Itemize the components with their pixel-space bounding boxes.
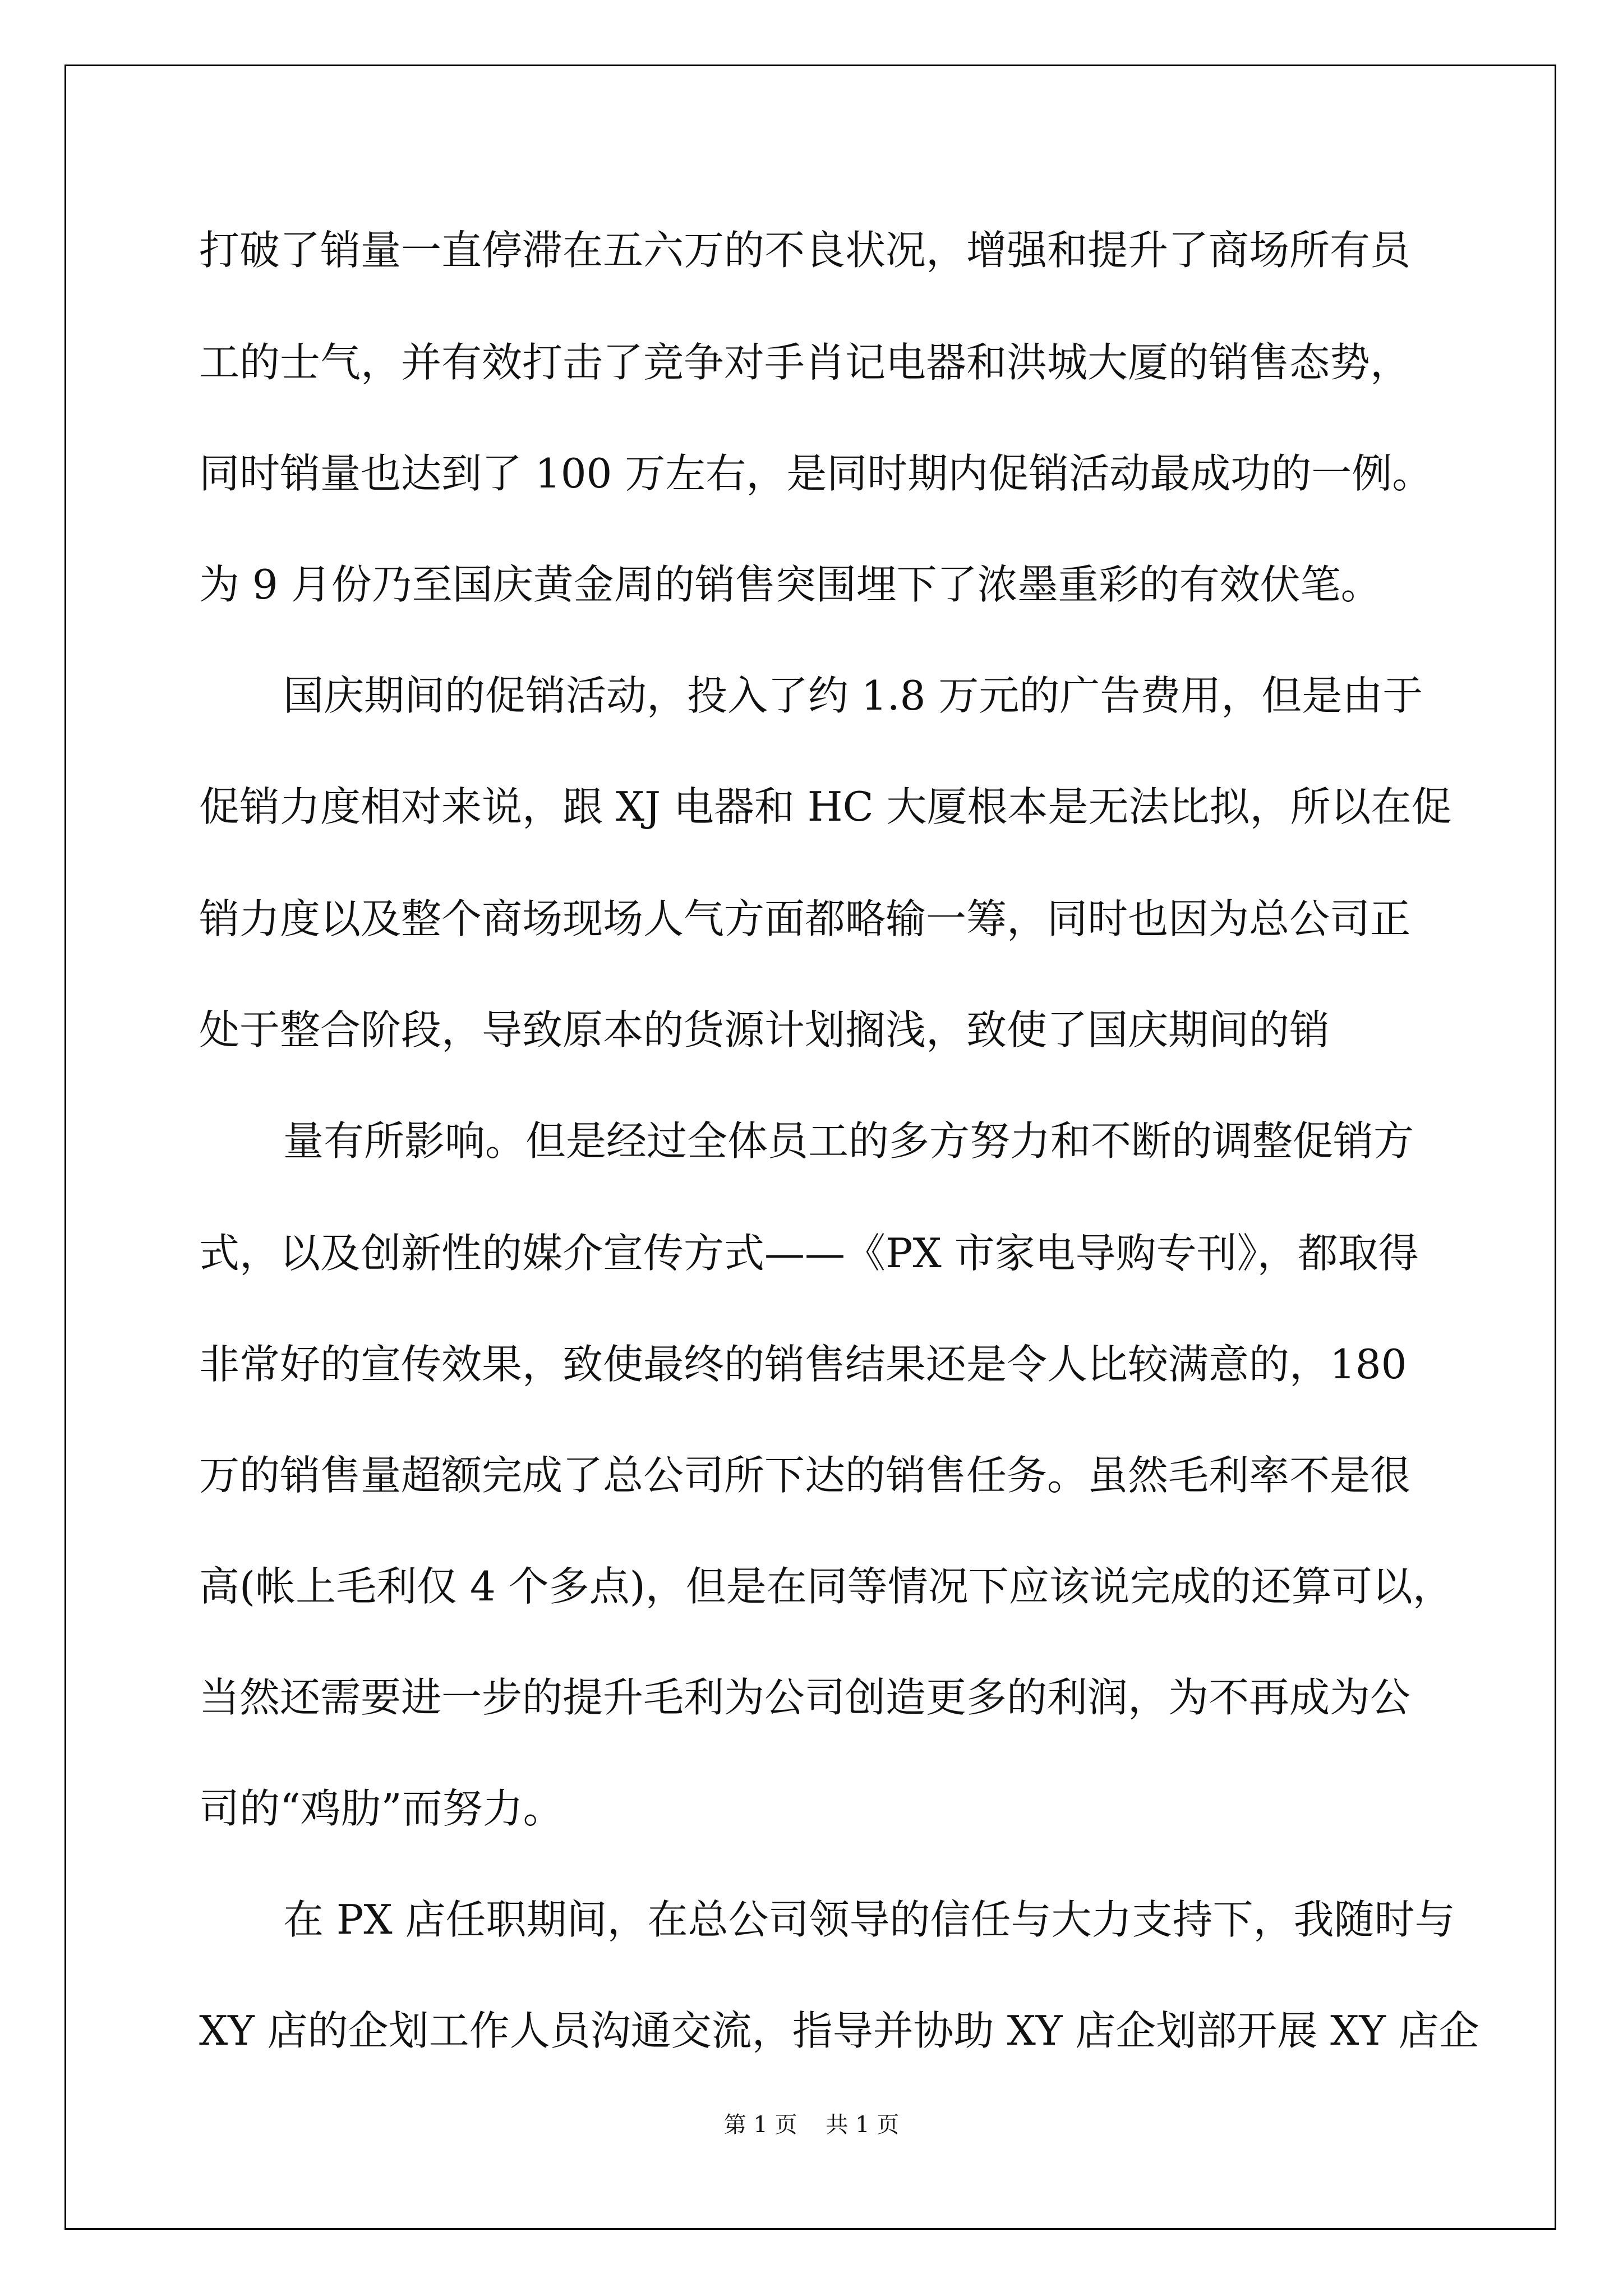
page-footer: 第 1 页 共 1 页	[723, 2112, 900, 2138]
text-line: 当然还需要进一步的提升毛利为公司创造更多的利润，为不再成为公	[199, 1674, 1411, 1721]
text-line: 打破了销量一直停滞在五六万的不良状况，增强和提升了商场所有员	[199, 227, 1411, 274]
text-line: 工的士气，并有效打击了竞争对手肖记电器和洪城大厦的销售态势，	[199, 339, 1411, 386]
text-line: 促销力度相对来说，跟 XJ 电器和 HC 大厦根本是无法比拟，所以在促	[199, 783, 1452, 830]
text-line: 万的销售量超额完成了总公司所下达的销售任务。虽然毛利率不是很	[199, 1452, 1411, 1499]
text-line: 销力度以及整个商场现场人气方面都略输一筹，同时也因为总公司正	[199, 895, 1411, 942]
text-line: 处于整合阶段，导致原本的货源计划搁浅，致使了国庆期间的销	[199, 1006, 1330, 1053]
text-line: 为 9 月份乃至国庆黄金周的销售突围埋下了浓墨重彩的有效伏笔。	[199, 561, 1381, 608]
text-line: 高(帐上毛利仅 4 个多点)，但是在同等情况下应该说完成的还算可以，	[199, 1563, 1453, 1610]
text-line: 在 PX 店任职期间，在总公司领导的信任与大力支持下，我随时与	[283, 1896, 1455, 1943]
text-line: 同时销量也达到了 100 万左右，是同时期内促销活动最成功的一例。	[199, 450, 1433, 497]
text-line: 国庆期间的促销活动，投入了约 1.8 万元的广告费用，但是由于	[283, 672, 1423, 719]
text-line: 非常好的宣传效果，致使最终的销售结果还是令人比较满意的，180	[199, 1341, 1407, 1388]
text-line: 式，以及创新性的媒介宣传方式——《PX 市家电导购专刊》，都取得	[199, 1230, 1419, 1277]
text-line: 量有所影响。但是经过全体员工的多方努力和不断的调整促销方	[283, 1117, 1414, 1165]
text-line: 司的“鸡肋”而努力。	[199, 1785, 564, 1832]
text-line: XY 店的企划工作人员沟通交流，指导并协助 XY 店企划部开展 XY 店企	[199, 2007, 1479, 2054]
